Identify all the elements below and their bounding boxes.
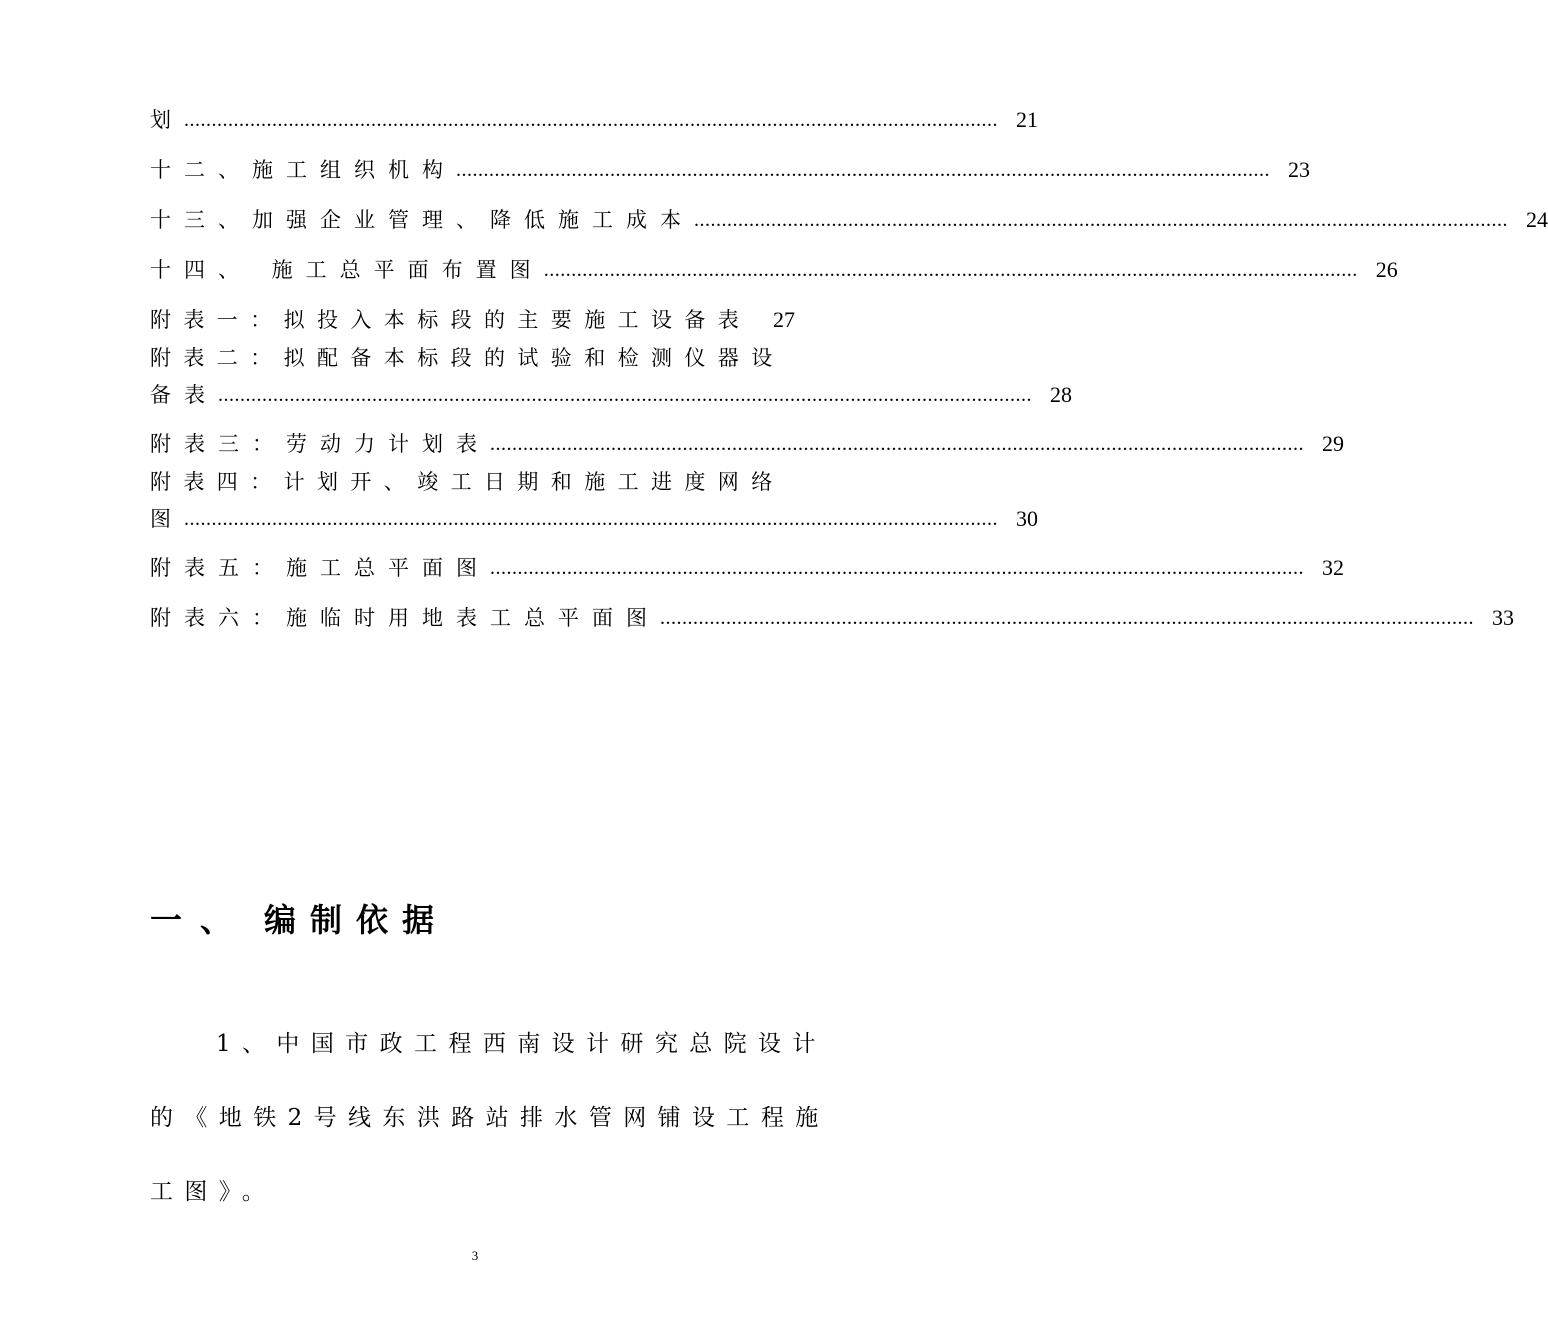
- toc-entry-label: 附表三：劳动力计划表: [150, 432, 490, 456]
- section-heading: [150, 896, 448, 944]
- toc-page-number: 32: [1322, 555, 1344, 580]
- toc-entry-label: 附表六：施临时用地表工总平面图: [150, 606, 660, 630]
- toc-dot-leader: ....................................................................................................................................................: [456, 159, 1270, 181]
- toc-dot-leader: ....................................................................................................................................................: [490, 433, 1304, 455]
- toc-page-number: 27: [773, 307, 795, 332]
- toc-entry-label: 划: [150, 108, 184, 132]
- paragraph-line: 的《地铁2号线东洪路站排水管网铺设工程施: [150, 1105, 830, 1131]
- toc-dot-leader: ....................................................................................................................................................: [490, 557, 1304, 579]
- toc-dot-leader: ....................................................................................................................................................: [218, 384, 1032, 406]
- toc-entry[interactable]: [150, 343, 795, 373]
- paragraph-line: 工图》。: [150, 1179, 277, 1205]
- toc-page-number: 24: [1526, 207, 1548, 232]
- toc-page-number: 26: [1375, 257, 1398, 282]
- section-title: 编制依据: [264, 901, 449, 939]
- toc-entry-label: 备表: [150, 383, 218, 407]
- toc-entry[interactable]: [150, 429, 1344, 459]
- toc-entry[interactable]: [150, 467, 795, 497]
- toc-entry-label: 十三、加强企业管理、降低施工成本: [150, 208, 694, 232]
- toc-entry-label: 附表四：计划开、竣工日期和施工进度网络: [150, 470, 785, 494]
- toc-dot-leader: ....................................................................................................................................................: [660, 607, 1474, 629]
- toc-entry[interactable]: [150, 603, 1514, 633]
- toc-page-number: 28: [1050, 382, 1072, 407]
- toc-dot-leader: [751, 305, 755, 335]
- section-number: 一、: [150, 901, 251, 939]
- paragraph-line: 1、中国市政工程西南设计研究总院设计: [216, 1031, 827, 1057]
- toc-entry[interactable]: [150, 305, 795, 335]
- toc-entry-label: 附表五：施工总平面图: [150, 556, 490, 580]
- page-number: 3: [471, 1248, 479, 1263]
- toc-dot-leader: ....................................................................................................................................................: [694, 209, 1508, 231]
- toc-entry[interactable]: [150, 105, 1038, 135]
- toc-entry-continuation[interactable]: [150, 380, 1072, 410]
- toc-dot-leader: ....................................................................................................................................................: [184, 508, 998, 530]
- toc-page-number: 33: [1492, 605, 1514, 630]
- toc-entry-label: 附表二：拟配备本标段的试验和检测仪器设: [150, 346, 785, 370]
- toc-dot-leader: ....................................................................................................................................................: [543, 259, 1358, 281]
- toc-entry-label: 图: [150, 507, 184, 531]
- toc-entry[interactable]: [150, 205, 1548, 235]
- toc-entry[interactable]: [150, 155, 1310, 185]
- toc-page-number: 30: [1016, 506, 1038, 531]
- toc-dot-leader: ....................................................................................................................................................: [184, 109, 998, 131]
- toc-entry[interactable]: [150, 255, 1398, 285]
- toc-page-number: 23: [1288, 157, 1310, 182]
- toc-page-number: 21: [1016, 107, 1038, 132]
- toc-entry-continuation[interactable]: [150, 504, 1038, 534]
- toc-entry-label: 附表一：拟投入本标段的主要施工设备表: [150, 308, 752, 332]
- toc-entry-label: 十二、施工组织机构: [150, 158, 456, 182]
- toc-page-number: 29: [1322, 431, 1344, 456]
- toc-entry-label: 十四、 施工总平面布置图: [150, 258, 544, 282]
- toc-entry[interactable]: [150, 553, 1344, 583]
